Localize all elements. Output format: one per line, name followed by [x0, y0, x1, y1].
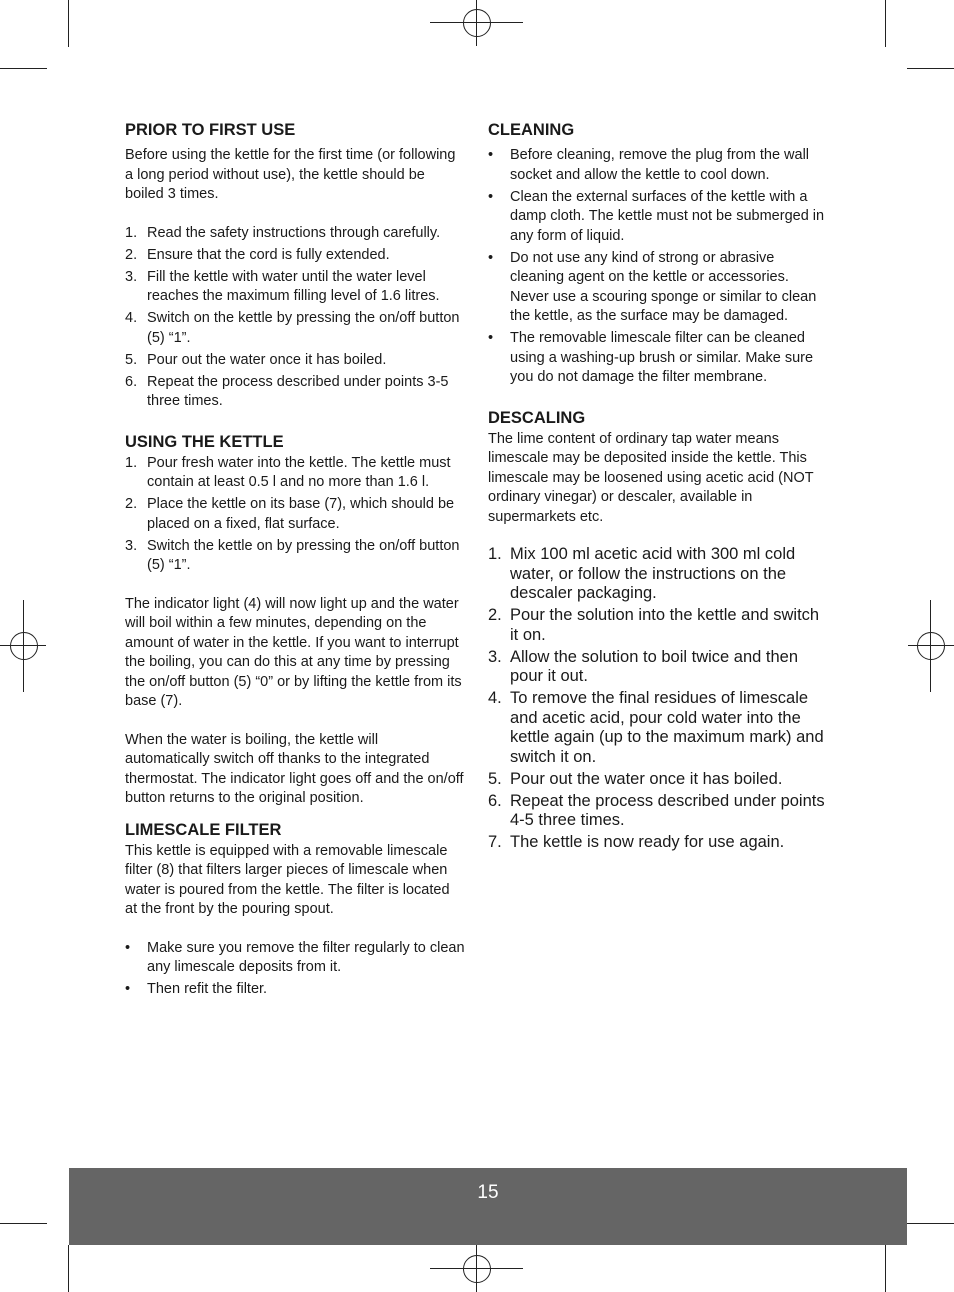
page-number: 15 — [477, 1182, 499, 1203]
descaling-steps-list — [488, 545, 828, 853]
crop-mark-bottom-right-h — [907, 1223, 954, 1224]
prior-intro: Before using the kettle for the first time (or following a long period without use), the kettle should be boiled 3 times. — [125, 147, 456, 202]
cleaning-bullets-list — [488, 146, 828, 388]
footer-bar — [69, 1168, 907, 1245]
list-item: 2. Ensure that the cord is fully extended. — [125, 246, 390, 263]
list-item: • The removable limescale filter can be cleaned using a washing-up brush or similar. Make sure you do not damage the filter membrane. — [488, 330, 814, 385]
list-item: 3. Fill the kettle with water until the water level reaches the maximum filling level of 1.6 litres. — [125, 268, 440, 304]
limescale-bullets-list — [125, 939, 465, 1000]
list-item: 6. Repeat the process described under points 3-5 three times. — [125, 373, 449, 409]
crop-mark-bottom-left-v — [68, 1245, 69, 1292]
using-paragraph-indicator: The indicator light (4) will now light up and the water will boil within a few minutes, depending on the amount of water in the kettle. If you want to interrupt the boiling, you can do this at any time by pressing the on/off button (5) “0” or by lifting the kettle from its base (7). — [125, 595, 462, 709]
list-item: 4. Switch on the kettle by pressing the on/off button (5) “1”. — [125, 310, 460, 346]
list-item: 1. Read the safety instructions through carefully. — [125, 224, 441, 241]
section-heading-descaling: DESCALING — [488, 408, 586, 427]
list-item: • Clean the external surfaces of the kettle with a damp cloth. The kettle must not be submerged in any form of liquid. — [488, 188, 825, 244]
section-heading-limescale-filter: LIMESCALE FILTER — [125, 820, 282, 839]
left-column — [125, 120, 465, 1002]
list-item: 5. Pour out the water once it has boiled. — [125, 351, 387, 368]
crop-mark-bottom-left-h — [0, 1223, 47, 1224]
descaling-intro: The lime content of ordinary tap water means limescale may be deposited inside the kettle. This limescale may be loosened using acetic acid (NOT ordinary vinegar) or descaler, available in supermarkets etc. — [488, 430, 814, 525]
section-heading-cleaning: CLEANING — [488, 121, 575, 139]
list-item: 4. To remove the final residues of limescale and acetic acid, pour cold water into the kettle again (up to the maximum mark) and switch it on. — [488, 689, 824, 766]
list-item: • Before cleaning, remove the plug from the wall socket and allow the kettle to cool down. — [488, 147, 810, 183]
list-item: • Then refit the filter. — [125, 981, 268, 997]
list-item: 2. Pour the solution into the kettle and switch it on. — [488, 606, 820, 644]
list-item: 1. Pour fresh water into the kettle. The kettle must contain at least 0.5 l and no more than 1.6 l. — [125, 454, 451, 490]
section-heading-prior-to-first-use: PRIOR TO FIRST USE — [125, 121, 296, 139]
right-column — [488, 120, 828, 855]
using-paragraph-thermostat: When the water is boiling, the kettle will automatically switch off thanks to the integrated thermostat. The indicator light goes off and the on/off button returns to the original position. — [125, 731, 464, 806]
list-item: 2. Place the kettle on its base (7), which should be placed on a fixed, flat surface. — [125, 496, 455, 532]
crop-mark-top-left-v — [68, 0, 69, 47]
list-item: 3. Switch the kettle on by pressing the on/off button (5) “1”. — [125, 537, 460, 573]
list-item: • Do not use any kind of strong or abrasive cleaning agent on the kettle or accessories. Never use a scouring sponge or similar to clean the kettle, as the surface may be damaged. — [488, 249, 817, 324]
using-steps-list — [125, 454, 465, 576]
list-item: 3. Allow the solution to boil twice and then pour it out. — [488, 647, 799, 685]
crop-mark-top-right-v — [885, 0, 886, 47]
section-heading-using-the-kettle: USING THE KETTLE — [125, 432, 284, 451]
list-item: 1. Mix 100 ml acetic acid with 300 ml cold water, or follow the instructions on the descaler packaging. — [488, 545, 796, 602]
list-item: 7. The kettle is now ready for use again. — [488, 833, 785, 851]
limescale-intro: This kettle is equipped with a removable limescale filter (8) that filters larger pieces of limescale when water is poured from the kettle. The filter is located at the front by the pouring spout. — [125, 842, 450, 917]
list-item: • Make sure you remove the filter regularly to clean any limescale deposits from it. — [125, 939, 465, 975]
crop-mark-bottom-right-v — [885, 1245, 886, 1292]
list-item: 6. Repeat the process described under points 4-5 three times. — [488, 791, 825, 829]
list-item: 5. Pour out the water once it has boiled. — [488, 769, 783, 788]
crop-mark-top-right-h — [907, 68, 954, 69]
crop-mark-top-left-h — [0, 68, 47, 69]
prior-steps-list — [125, 224, 465, 412]
